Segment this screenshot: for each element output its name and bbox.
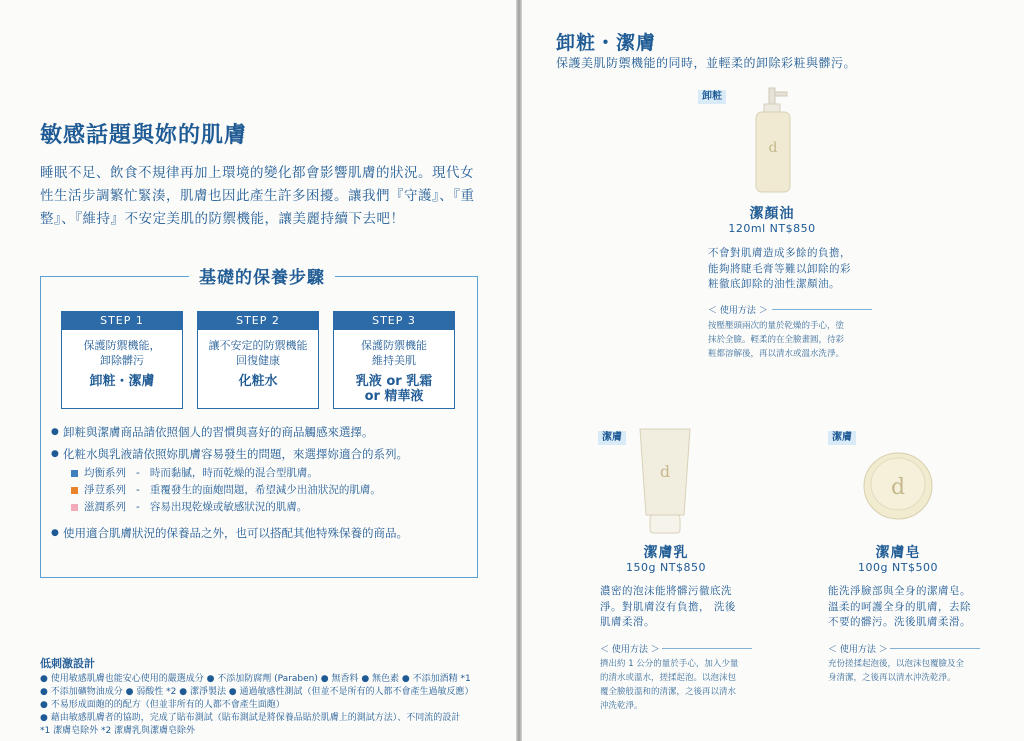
desc-line: 淨。對肌膚沒有負擔， 洗後 xyxy=(600,600,736,613)
series-dash: - xyxy=(136,484,140,496)
tag-makeup-removal: 卸粧 xyxy=(698,90,726,104)
step-3-product-type xyxy=(334,374,454,404)
series-desc: 重覆發生的面皰問題，希望減少出油狀況的肌膚。 xyxy=(149,484,381,496)
step-3-main-line-2: or 精華液 xyxy=(364,389,424,404)
low-irritation-line-2: ● 不添加礦物油成分 ● 弱酸性 *2 ● 潔淨製法 ● 通過敏感性測試（但並不是所有的人都不會產生過敏反應） xyxy=(40,687,474,697)
tag-cleansing: 潔膚 xyxy=(598,431,626,445)
step-2-product-type xyxy=(198,374,318,389)
product-price-cleansing-foam: 150g NT$850 xyxy=(626,561,706,574)
usage-line: 充份搓揉起泡後，以泡沫包覆臉及全 xyxy=(828,659,965,669)
tag-cleansing: 潔膚 xyxy=(828,431,856,445)
step-3-label: STEP 3 xyxy=(334,312,454,330)
series-dash: - xyxy=(136,467,140,479)
step-2-main-line-1: 化粧水 xyxy=(238,374,278,389)
step-3-desc-line-2: 維持美肌 xyxy=(372,354,416,367)
series-name: 滋潤系列 xyxy=(84,501,126,513)
product-name-cleansing-soap: 潔膚皂 xyxy=(875,545,921,561)
step-1-desc-line-1: 保護防禦機能， xyxy=(83,339,161,352)
usage-line: 抹於全臉。輕柔的在全臉畫圓，待彩 xyxy=(708,335,845,345)
desc-line: 不會對肌膚造成多餘的負擔， xyxy=(708,247,851,259)
step-2-desc-line-1: 讓不安定的防禦機能 xyxy=(208,339,308,352)
usage-label-cleansing-foam: ＜ 使用方法 ＞ xyxy=(600,645,660,655)
product-desc-cleansing-foam xyxy=(600,584,760,631)
series-name: 淨荳系列 xyxy=(84,484,126,496)
left-page-title: 敏感話題與妳的肌膚 xyxy=(40,123,248,148)
desc-line: 濃密的泡沫能將髒污徹底洗 xyxy=(600,585,732,597)
low-irritation-section xyxy=(40,657,510,738)
product-desc-cleansing-oil xyxy=(708,246,878,293)
step-2-desc-line-2: 回復健康 xyxy=(236,354,280,367)
desc-line: 粧徹底卸除的油性潔顏油。 xyxy=(708,278,840,290)
usage-line: 粧都溶解後，再以清水或溫水洗淨。 xyxy=(708,349,845,359)
product-price-cleansing-soap: 100g NT$500 xyxy=(858,561,938,574)
usage-label-cleansing-soap: ＜ 使用方法 ＞ xyxy=(828,645,888,655)
desc-line: 能洗淨臉部與全身的潔膚皂。 xyxy=(828,585,971,597)
step-3-card xyxy=(333,311,455,409)
series-item-balance xyxy=(71,465,471,482)
step-3-description xyxy=(334,338,454,368)
usage-line: 的清水或溫水，搓揉起泡。以泡沫包 xyxy=(600,673,737,683)
low-irritation-title: 低刺激設計 xyxy=(40,657,95,670)
left-intro-paragraph: 睡眠不足、飲食不規律再加上環境的變化都會影響肌膚的狀況。現代女性生活步調繁忙緊湊，肌膚也因此產生許多困擾。讓我們『守護』、『重整』、『維持』不安定美肌的防禦機能，讓美麗持續下去吧！ xyxy=(40,165,475,227)
step-2-card xyxy=(197,311,319,409)
usage-divider xyxy=(890,648,980,649)
steps-notes xyxy=(51,421,471,544)
step-1-main-line-1: 卸粧・潔膚 xyxy=(89,374,155,389)
step-1-label: STEP 1 xyxy=(62,312,182,330)
series-list xyxy=(71,465,471,516)
desc-line: 能夠將睫毛膏等難以卸除的彩 xyxy=(708,262,851,275)
usage-line: 沖洗乾淨。 xyxy=(600,701,643,711)
step-1-product-type xyxy=(62,374,182,389)
series-item-clear xyxy=(71,482,471,499)
brand-mark: d xyxy=(890,475,906,500)
note-bullet-1: ● 卸粧與潔膚商品請依照個人的習慣與喜好的商品觸感來選擇。 xyxy=(51,421,471,443)
series-desc: 時而黏膩，時而乾燥的混合型肌膚。 xyxy=(149,467,318,479)
step-1-description xyxy=(62,338,182,368)
step-1-card xyxy=(61,311,183,409)
low-irritation-line-4: ● 藉由敏感肌膚者的協助，完成了貼布測試（貼布測試是將保養品貼於肌膚上的測試方法）、不同流的設計 xyxy=(40,713,461,723)
step-2-description xyxy=(198,338,318,368)
orange-square-icon xyxy=(71,487,78,494)
usage-line: 按壓壓頭兩次的量於乾燥的手心，塗 xyxy=(708,321,845,331)
pink-square-icon xyxy=(71,504,78,511)
basic-steps-title: 基礎的保養步驟 xyxy=(189,263,335,288)
brand-mark: d xyxy=(768,140,778,156)
usage-text-cleansing-soap xyxy=(828,657,1003,685)
usage-divider xyxy=(772,309,872,310)
usage-text-cleansing-oil xyxy=(708,319,878,361)
usage-line: 擠出約 1 公分的量於手心，加入少量 xyxy=(600,659,739,669)
series-item-moist xyxy=(71,499,471,516)
right-page xyxy=(522,0,1024,741)
series-desc: 容易出現乾燥或敏感狀況的肌膚。 xyxy=(149,501,308,513)
product-name-cleansing-oil: 潔顏油 xyxy=(749,206,795,222)
product-price-cleansing-oil: 120ml NT$850 xyxy=(728,222,816,235)
cleansing-soap-image xyxy=(862,450,934,520)
product-desc-cleansing-soap xyxy=(828,584,1003,631)
desc-line: 溫柔的呵護全身的肌膚，去除 xyxy=(828,600,971,613)
basic-steps-box xyxy=(40,268,478,578)
usage-divider xyxy=(662,648,752,649)
note-bullet-3: ● 使用適合肌膚狀況的保養品之外，也可以搭配其他特殊保養的商品。 xyxy=(51,522,471,544)
usage-line: 身清潔，之後再以清水沖洗乾淨。 xyxy=(828,673,956,683)
step-1-desc-line-2: 卸除髒污 xyxy=(100,354,144,367)
right-page-title: 卸粧・潔膚 xyxy=(556,32,657,54)
step-3-main-line-1: 乳液 or 乳霜 xyxy=(355,374,433,389)
cleansing-foam-tube-image xyxy=(634,425,696,537)
usage-line: 覆全臉般溫和的清潔，之後再以清水 xyxy=(600,687,737,697)
blue-square-icon xyxy=(71,470,78,477)
desc-line: 肌膚柔滑。 xyxy=(600,616,655,628)
cleansing-oil-bottle-image xyxy=(748,86,798,194)
right-page-subtitle: 保護美肌防禦機能的同時，並輕柔的卸除彩粧與髒污。 xyxy=(556,56,857,70)
product-name-cleansing-foam: 潔膚乳 xyxy=(643,545,689,561)
usage-label-cleansing-oil: ＜ 使用方法 ＞ xyxy=(708,306,768,316)
low-irritation-line-3: ● 不易形成面皰的的配方（但並非所有的人都不會產生面皰） xyxy=(40,700,285,710)
step-3-desc-line-1: 保護防禦機能 xyxy=(361,339,427,352)
usage-text-cleansing-foam xyxy=(600,657,770,713)
note-bullet-2: ● 化粧水與乳液請依照妳肌膚容易發生的問題，來選擇妳適合的系列。 xyxy=(51,443,471,465)
step-2-label: STEP 2 xyxy=(198,312,318,330)
desc-line: 不要的髒污。洗後肌膚柔滑。 xyxy=(828,616,971,628)
low-irritation-line-1: ● 使用敏感肌膚也能安心使用的嚴選成分 ● 不添加防腐劑 (Paraben) ● 無香料 ● 無色素 ● 不添加酒精 *1 xyxy=(40,674,471,684)
series-dash: - xyxy=(136,501,140,513)
low-irritation-footnotes: *1 潔膚皂除外 *2 潔膚乳與潔膚皂除外 xyxy=(40,726,196,736)
brand-mark: d xyxy=(659,462,671,481)
series-name: 均衡系列 xyxy=(84,467,126,479)
